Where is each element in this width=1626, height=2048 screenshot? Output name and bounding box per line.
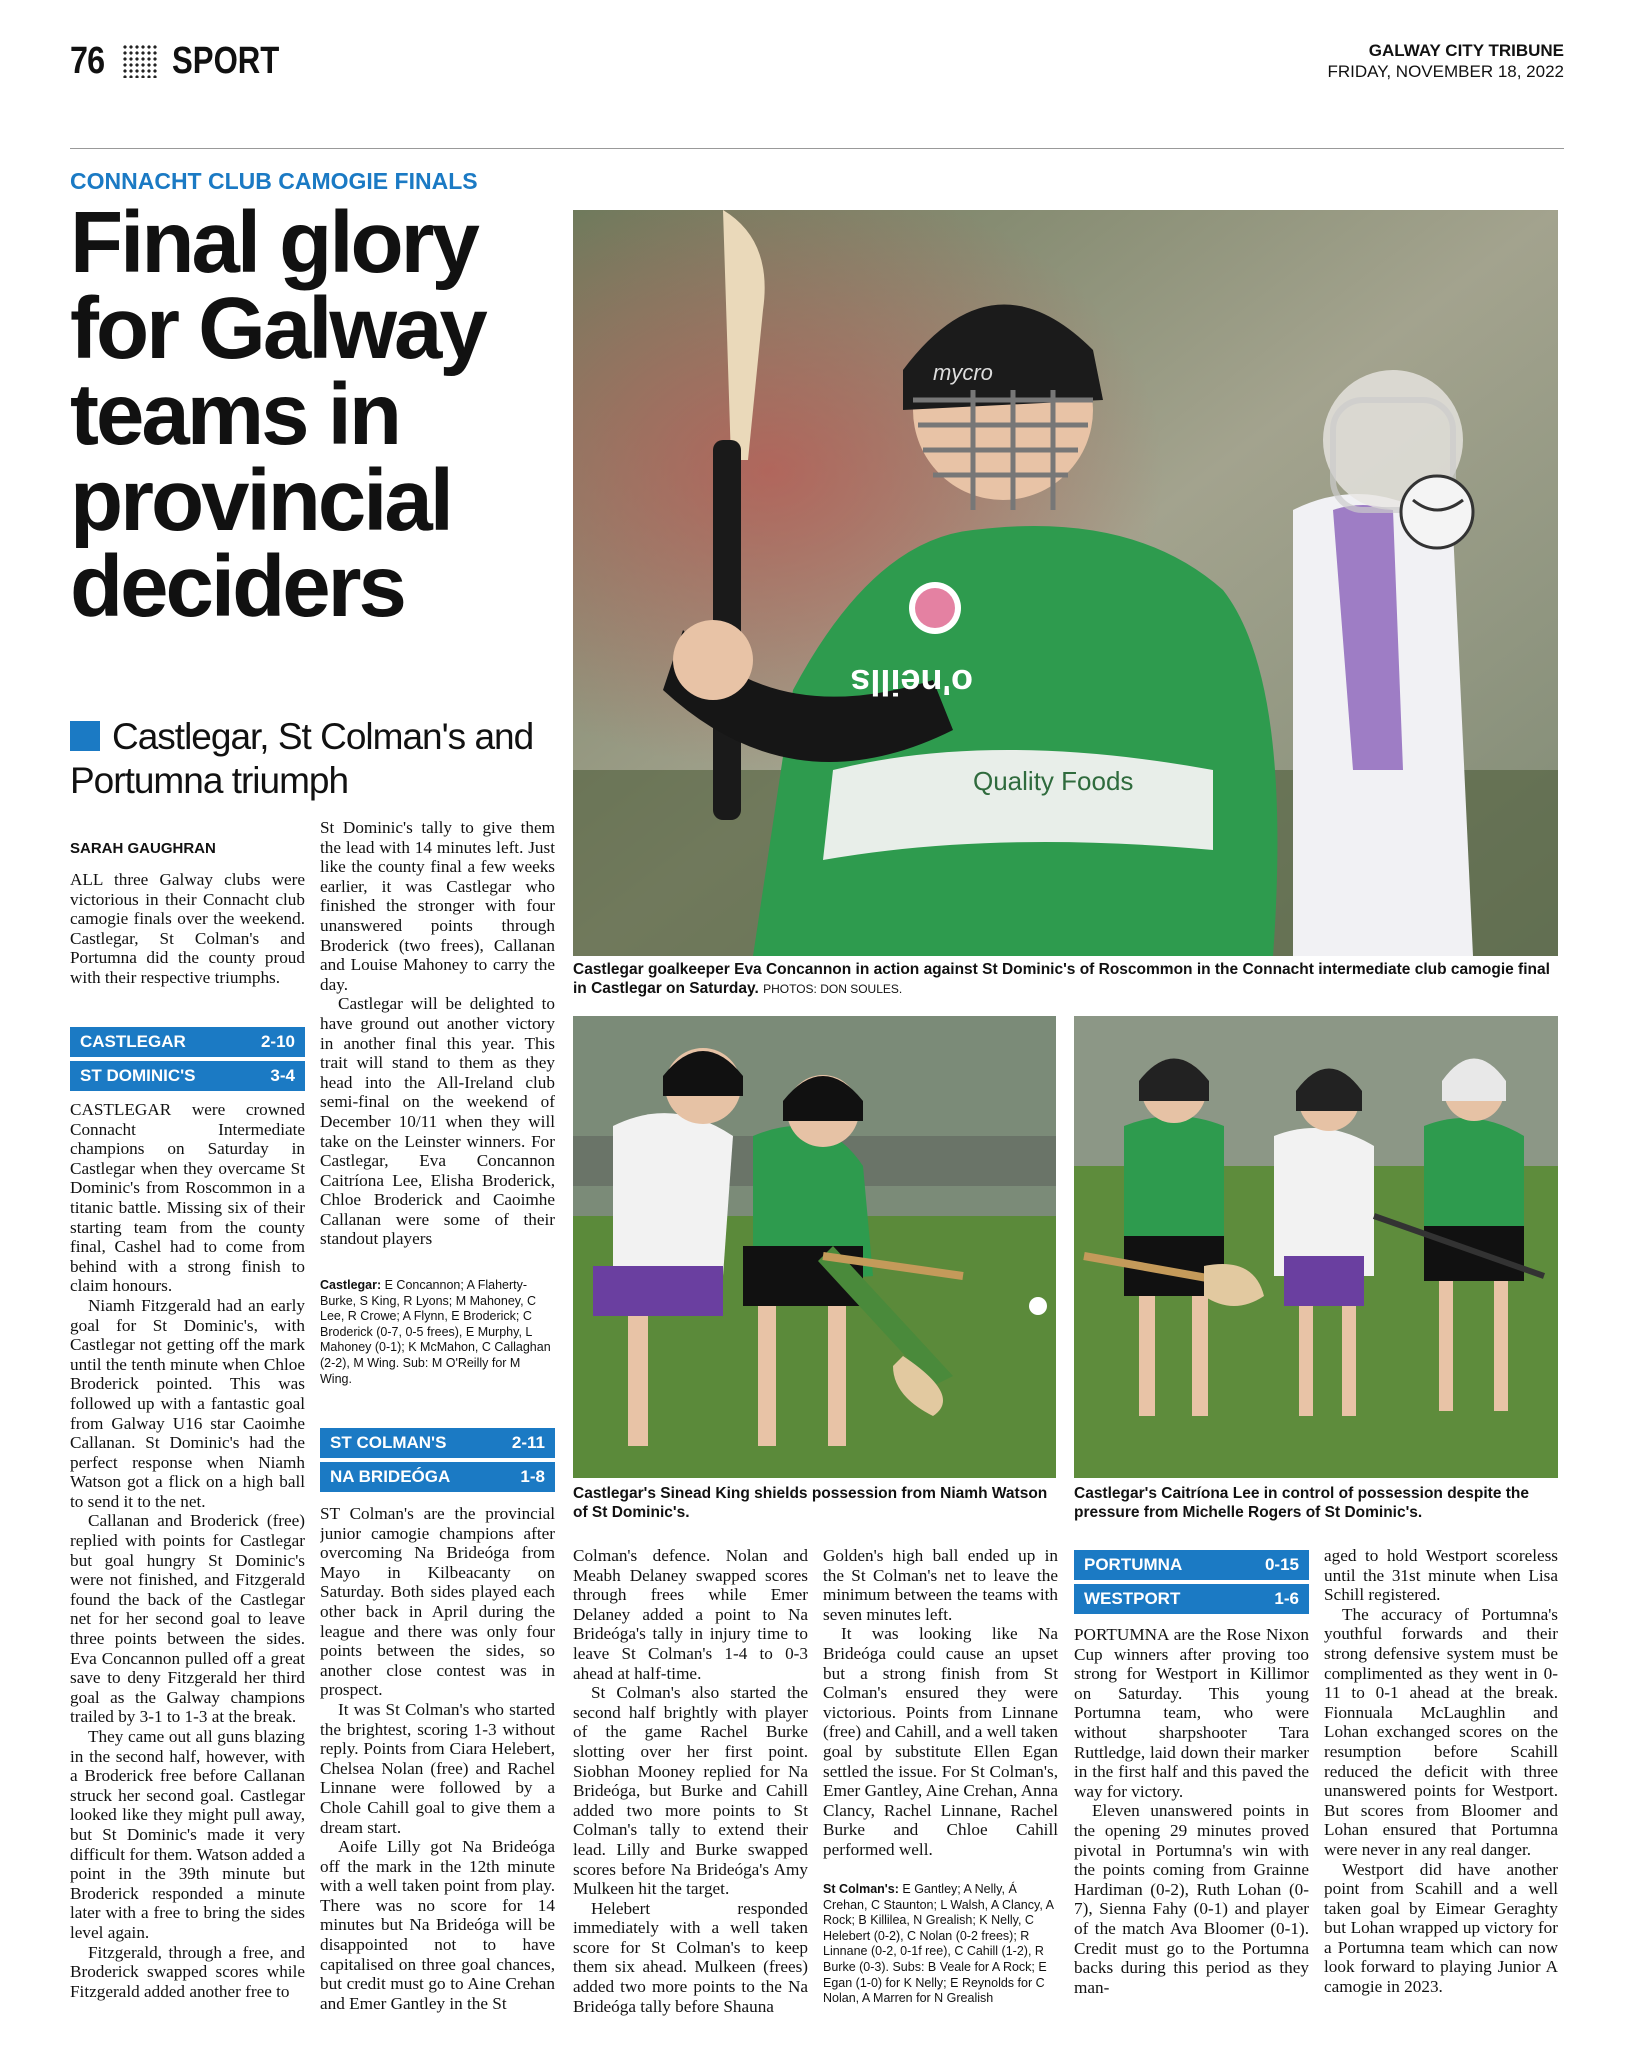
paragraph: aged to hold Westport scoreless until the 31st minute when Lisa Schill registered.	[1324, 1546, 1558, 1605]
paragraph: Niamh Fitzgerald had an early goal for St Dominic's, with Castlegar not getting off the mark until the tenth minute when Chloe Broderick pointed. This was followed up with a fantastic goal from Galway U16 star Caoimhe Callanan. St Dominic's had the perfect response when Niamh Watson got a flick on a high ball to send it to the net.	[70, 1295, 305, 1511]
paragraph: CASTLEGAR were crowned Connacht Intermediate champions on Saturday in Castlegar when they overcame St Dominic's from Roscommon in a titanic battle. Missing six of their starting team from the county final, Cashel had to come from behind with a strong finish to claim honours.	[70, 1100, 305, 1296]
stcolmans-report-end	[823, 1546, 1058, 1860]
paragraph: It was St Colman's who started the brightest, scoring 1-3 without reply. Points from Ciara Helebert, Chelsea Nolan (free) and Rachel Linnane were followed by a Chole Cahill goal to give them a dream start.	[320, 1699, 555, 1837]
jersey-text: o'neills	[850, 662, 973, 703]
team-score: 1-6	[1274, 1589, 1299, 1608]
result-row	[320, 1462, 555, 1492]
result-row	[1074, 1584, 1309, 1614]
paragraph: The accuracy of Portumna's youthful forwards and their strong defensive system must be complimented as they went in 0-11 to 0-1 ahead at the break. Fionnuala McLaughlin and Lohan exchanged scores on the resumption before Scahill reduced the deficit with three unanswered points for Westport. But scores from Bloomer and Lohan ensured that Portumna were never in any real danger.	[1324, 1604, 1558, 1859]
lineup-team: Castlegar:	[320, 1278, 382, 1292]
standfirst-text: Castlegar, St Colman's and Portumna triumph	[70, 716, 534, 801]
result-row	[70, 1061, 305, 1091]
team-score: 2-11	[511, 1433, 545, 1452]
paragraph: St Colman's also started the second half brightly with player of the game Rachel Burke slotting over her first point. Siobhan Mooney replied for Na Brideóga, but Burke and Cahill added two more points to St Colman's tally to extend their lead. Lilly and Burke swapped scores before Na Brideóga's Amy Mulkeen hit the target.	[573, 1683, 808, 1899]
helmet-brand-text: mycro	[933, 360, 993, 385]
photo-left	[573, 1016, 1056, 1478]
photo-credit: PHOTOS: DON SOULES.	[763, 982, 903, 996]
kicker: CONNACHT CLUB CAMOGIE FINALS	[70, 168, 478, 194]
photo-right-image	[1074, 1016, 1558, 1478]
dots-icon	[122, 44, 158, 78]
photo-left-image	[573, 1016, 1056, 1478]
lineup-players: E Concannon; A Flaherty-Burke, S King, R Lyons; M Mahoney, C Lee, R Crowe; A Flynn, E Broderick; C Broderick (0-7, 0-5 frees), E Murphy, L Mahoney (0-1); K McMahon, C Callaghan (2-2), M Wing. Sub: M O'Reilly for M Wing.	[320, 1278, 551, 1386]
lineup-team: St Colman's:	[823, 1882, 899, 1896]
paragraph: Aoife Lilly got Na Brideóga off the mark in the 12th minute with a well taken point from play. There was no score for 14 minutes but Na Brideóga will be disappointed not to have capitalised on three goal chances, but credit must go to Aine Crehan and Emer Gantley in the St	[320, 1837, 555, 2013]
photo-right	[1074, 1016, 1558, 1478]
castlegar-report-cont	[320, 818, 555, 1249]
main-photo-caption	[573, 960, 1558, 999]
team-name: CASTLEGAR	[80, 1032, 186, 1051]
paragraph: Callanan and Broderick (free) replied with points for Castlegar but goal hungry St Dominic's were not finished, and Fitzgerald found the back of the Castlegar net for her second goal to leave three points between the sides. Eva Concannon pulled off a great save to deny Fitzgerald her third goal as the Galway champions trailed by 3-1 to 1-3 at the break.	[70, 1511, 305, 1727]
result-box-stcolmans	[320, 1428, 555, 1492]
photo-right-caption: Castlegar's Caitríona Lee in control of possession despite the pressure from Michelle Rogers of St Dominic's.	[1074, 1485, 1530, 1521]
paragraph: Colman's defence. Nolan and Meabh Delaney swapped scores through frees while Emer Delaney added a point to Na Brideóga's tally in injury time to leave St Colman's 1-4 to 0-3 ahead at half-time.	[573, 1546, 808, 1683]
team-name: WESTPORT	[1084, 1589, 1181, 1608]
team-score: 3-4	[270, 1066, 295, 1085]
result-box-portumna	[1074, 1550, 1309, 1614]
paragraph: ST Colman's are the provincial junior camogie champions after overcoming Na Brideóga from Mayo in Kilbeacanty on Saturday. Both sides played each other back in April during the league and there was only four points between the sides, so another close contest was in prospect.	[320, 1504, 555, 1700]
main-photo	[573, 210, 1558, 956]
paragraph: Helebert responded immediately with a well taken score for St Colman's to keep them six ahead. Mulkeen (frees) added two more points to the Na Brideóga tally before Shauna	[573, 1898, 808, 2016]
castlegar-lineup	[320, 1278, 555, 1387]
team-score: 2-10	[260, 1032, 295, 1051]
byline: SARAH GAUGHRAN	[70, 840, 216, 857]
result-row	[70, 1027, 305, 1057]
portumna-report-cont	[1324, 1546, 1558, 2040]
paragraph: Westport did have another point from Scahill and a well taken goal by Eimear Geraghty but Lohan wrapped up victory for a Portumna team which can now look forward to playing Junior A camogie in 2023.	[1324, 1859, 1558, 1997]
result-row	[1074, 1550, 1309, 1580]
paragraph: It was looking like Na Brideóga could cause an upset but a strong finish from St Colman's ensured they were victorious. Points from Linnane (free) and Cahill, and a well taken goal by substitute Ellen Egan settled the issue. For St Colman's, Emer Gantley, Aine Crehan, Anna Clancy, Rachel Linnane, Rachel Burke and Chloe Cahill performed well.	[823, 1624, 1058, 1859]
team-name: NA BRIDEÓGA	[330, 1467, 451, 1486]
team-name: ST COLMAN'S	[330, 1433, 447, 1452]
stcolmans-lineup	[823, 1882, 1058, 2007]
paragraph: PORTUMNA are the Rose Nixon Cup winners after proving too strong for Westport in Killimor on Saturday. This young Portumna team, who were without sharpshooter Tara Ruttledge, laid down their marker in the first half and this paved the way for victory.	[1074, 1625, 1309, 1801]
paragraph: Castlegar will be delighted to have ground out another victory in another final this year. This trait will stand to them as they head into the All-Ireland club semi-final on the weekend of December 10/11 when they will take on the Leinster winners. For Castlegar, Eva Concannon Caitríona Lee, Elisha Broderick, Chloe Broderick and Caoimhe Callanan were some of their standout players	[320, 994, 555, 1249]
result-box-castlegar	[70, 1027, 305, 1091]
sponsor-text: Quality Foods	[973, 766, 1134, 796]
stcolmans-report-cont	[573, 1546, 808, 2040]
lineup-players: E Gantley; A Nelly, Á Crehan, C Staunton; L Walsh, A Clancy, A Rock; B Killilea, N Grealish; K Nelly, C Helebert (0-2), C Nolan (0-2 frees); R Linnane (0-2, 0-1f ree), C Cahill (1-2), R Burke (0-3). Subs: B Veale for A Rock; E Egan (1-0) for K Nelly; E Reynolds for C Nolan, A Marren for N Grealish	[823, 1882, 1054, 2006]
paragraph: St Dominic's tally to give them the lead with 14 minutes left. Just like the county final a few weeks earlier, it was Castlegar who finished the stronger with four unanswered points through Broderick (two frees), Callanan and Louise Mahoney to carry the day.	[320, 818, 555, 994]
team-name: ST DOMINIC'S	[80, 1066, 196, 1085]
result-row	[320, 1428, 555, 1458]
stcolmans-report	[320, 1504, 555, 2040]
paragraph: Fitzgerald, through a free, and Broderick swapped scores while Fitzgerald added another free to	[70, 1942, 305, 2001]
portumna-report	[1074, 1625, 1309, 2040]
paragraph: They came out all guns blazing in the second half, however, with a Broderick free before Callanan struck her second goal. Castlegar looked like they might pull away, but St Dominic's made it very difficult for them. Watson added a point in the 39th minute but Broderick responded a minute later with a free to bring the sides level again.	[70, 1727, 305, 1942]
square-bullet-icon	[70, 721, 100, 751]
section-title: SPORT	[172, 40, 280, 82]
publication-name: GALWAY CITY TRIBUNE	[1368, 41, 1564, 60]
paragraph: Golden's high ball ended up in the St Colman's net to leave the minimum between the teams with seven minutes left.	[823, 1546, 1058, 1624]
standfirst	[70, 715, 570, 803]
team-score: 1-8	[520, 1467, 545, 1486]
castlegar-report	[70, 1100, 305, 2040]
paragraph: Eleven unanswered points in the opening 29 minutes proved pivotal in Portumna's win with the points coming from Grainne Hardiman (0-2), Ruth Lohan (0-7), Sienna Fahy (0-1) and player of the match Ava Bloomer (0-1). Credit must go to the Portumna backs during this period as they man-	[1074, 1801, 1309, 1997]
publication-info	[1327, 40, 1564, 82]
headline: Final glory for Galway teams in provincial deciders	[70, 194, 485, 635]
caption-text: Castlegar goalkeeper Eva Concannon in action against St Dominic's of Roscommon in the Connacht intermediate club camogie final in Castlegar on Saturday.	[573, 961, 1550, 997]
intro: ALL three Galway clubs were victorious in their Connacht club camogie finals over the weekend. Castlegar, St Colman's and Portumna did the county proud with their respective triumphs.	[70, 870, 305, 987]
team-score: 0-15	[1264, 1555, 1299, 1574]
page-number: 76	[70, 40, 105, 82]
photo-left-caption: Castlegar's Sinead King shields possession from Niamh Watson of St Dominic's.	[573, 1485, 1048, 1521]
header-rule	[70, 148, 1564, 149]
publication-date: FRIDAY, NOVEMBER 18, 2022	[1327, 62, 1564, 81]
main-photo-image	[573, 210, 1558, 956]
team-name: PORTUMNA	[1084, 1555, 1183, 1574]
